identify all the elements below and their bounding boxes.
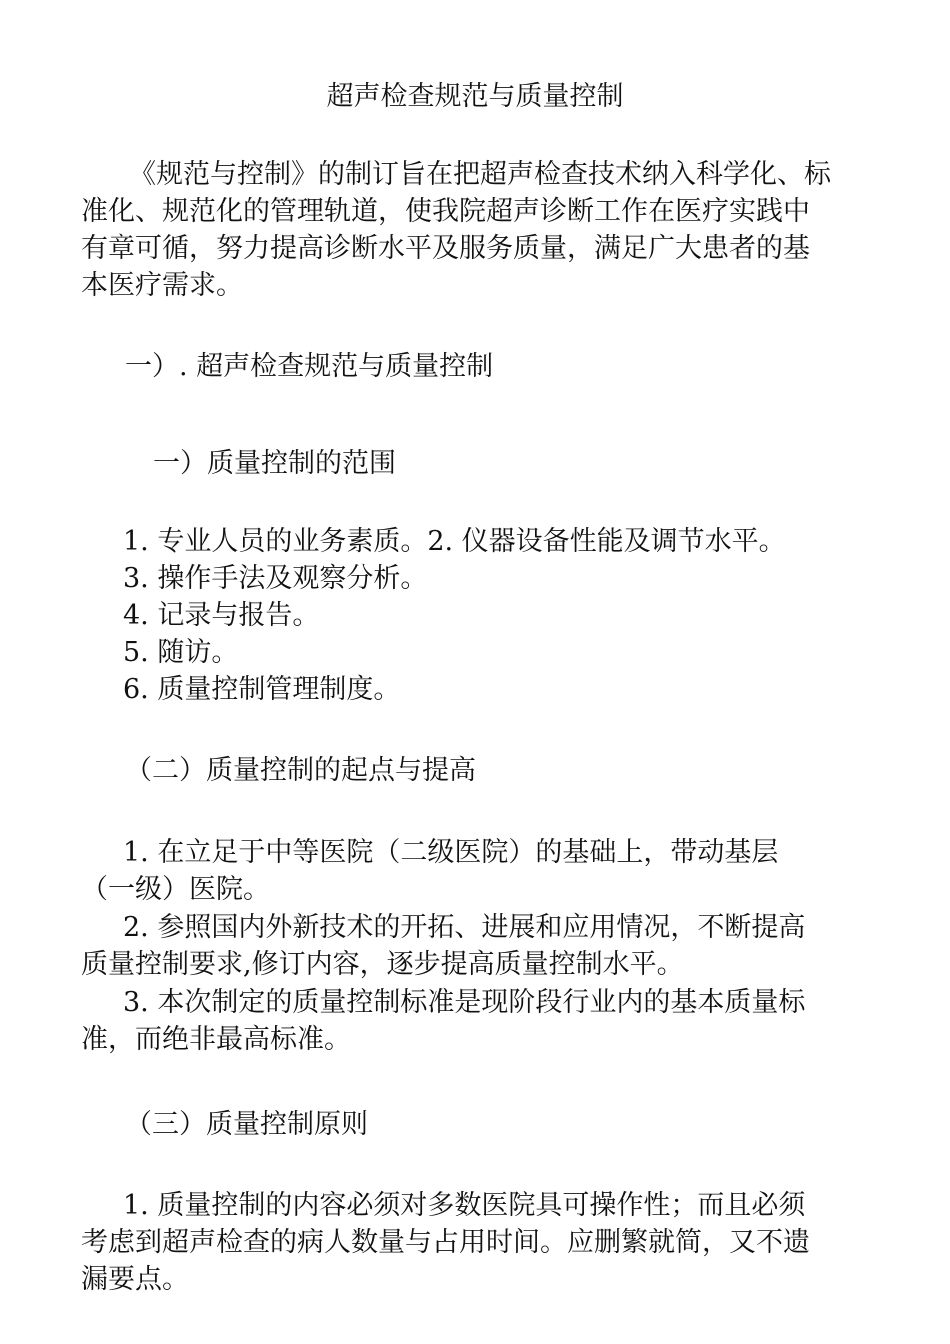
subsection-3-heading: （三）质量控制原则 xyxy=(125,1109,368,1140)
paragraph-line: 准，而绝非最高标准。 xyxy=(81,1024,351,1055)
paragraph-line: （一级）医院。 xyxy=(81,874,270,905)
subsection-1-heading: 一）质量控制的范围 xyxy=(153,448,396,479)
paragraph-line: 漏要点。 xyxy=(81,1264,189,1295)
document-title: 超声检查规范与质量控制 xyxy=(326,81,624,112)
list-item: 3. 操作手法及观察分析。 xyxy=(123,563,428,594)
list-item: 1. 专业人员的业务素质。2. 仪器设备性能及调节水平。 xyxy=(123,526,786,557)
paragraph-line: 考虑到超声检查的病人数量与占用时间。应删繁就简，又不遗 xyxy=(81,1227,810,1258)
intro-line-1: 《规范与控制》的制订旨在把超声检查技术纳入科学化、标 xyxy=(129,159,831,190)
paragraph-line: 质量控制要求,修订内容，逐步提高质量控制水平。 xyxy=(81,949,684,980)
subsection-2-heading: （二）质量控制的起点与提高 xyxy=(125,755,476,786)
intro-line-2: 准化、规范化的管理轨道，使我院超声诊断工作在医疗实践中 xyxy=(81,196,810,227)
paragraph-line: 1. 在立足于中等医院（二级医院）的基础上，带动基层 xyxy=(123,837,779,868)
paragraph-line: 2. 参照国内外新技术的开拓、进展和应用情况，不断提高 xyxy=(123,912,806,943)
list-item: 5. 随访。 xyxy=(123,637,239,668)
list-item: 4. 记录与报告。 xyxy=(123,600,320,631)
intro-line-3: 有章可循，努力提高诊断水平及服务质量，满足广大患者的基 xyxy=(81,233,810,264)
paragraph-line: 3. 本次制定的质量控制标准是现阶段行业内的基本质量标 xyxy=(123,987,806,1018)
paragraph-line: 1. 质量控制的内容必须对多数医院具可操作性；而且必须 xyxy=(123,1190,806,1221)
list-item: 6. 质量控制管理制度。 xyxy=(123,674,401,705)
section-heading: 一）. 超声检查规范与质量控制 xyxy=(125,351,494,382)
intro-line-4: 本医疗需求。 xyxy=(81,270,243,301)
